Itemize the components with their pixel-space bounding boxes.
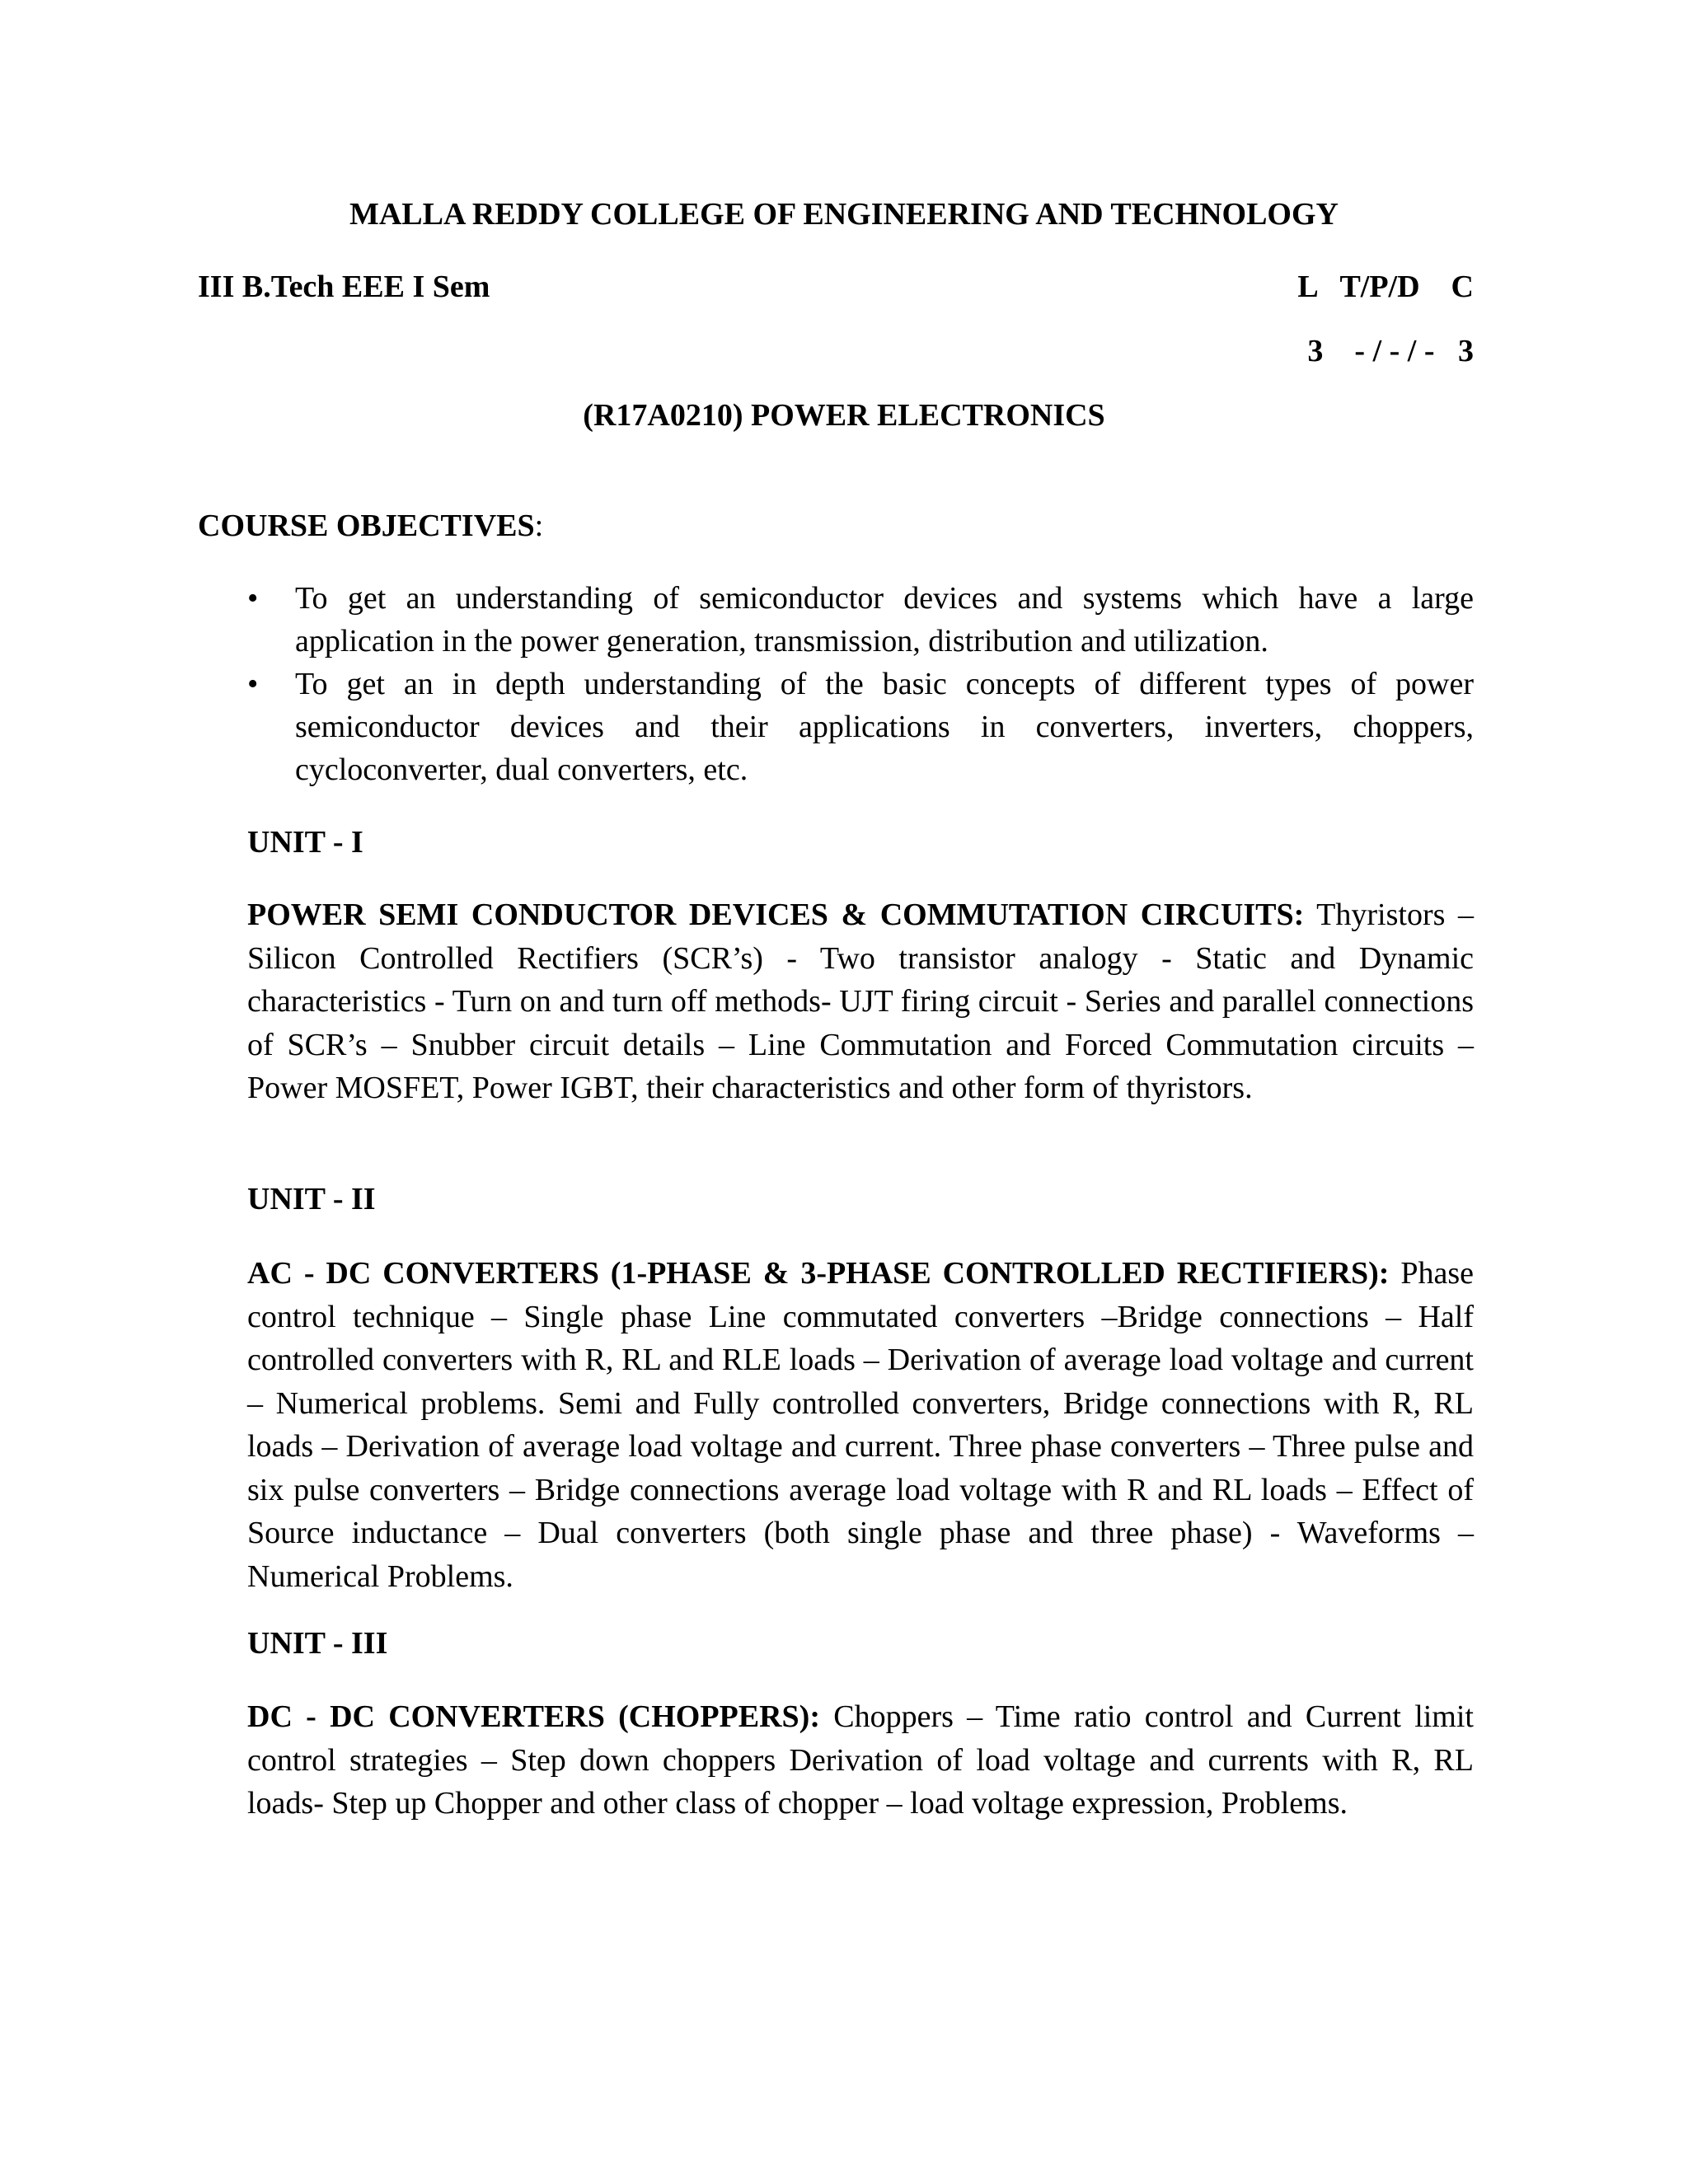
semester-label: III B.Tech EEE I Sem (198, 269, 490, 304)
bullet-icon: • (247, 581, 259, 616)
unit-2-text: Phase control technique – Single phase Line commutated converters –Bridge connections – Half controlled converters with R, RL and RLE loads – Derivation of average load voltage and current – Numerical problems. Semi and Fully controlled converters, Bridge connections with R, RL loads – Derivation of average load voltage and current. Three phase converters – Three pulse and six pulse converters – Bridge connections average load voltage with R and RL loads – Effect of Source inductance – Dual converters (both single phase and three phase) - Waveforms –Numerical Problems. (247, 1256, 1474, 1594)
unit-1-title: POWER SEMI CONDUCTOR DEVICES & COMMUTATION CIRCUITS: (247, 898, 1305, 932)
college-name: MALLA REDDY COLLEGE OF ENGINEERING AND TECHNOLOGY (349, 197, 1339, 232)
list-item (198, 577, 1474, 663)
unit-1-text: Thyristors – Silicon Controlled Rectifiers (SCR’s) - Two transistor analogy - Static and Dynamic characteristics - Turn on and turn off methods- UJT firing circuit - Series and parallel connections of SCR’s – Snubber circuit details – Line Commutation and Forced Commutation circuits – Power MOSFET, Power IGBT, their characteristics and other form of thyristors. (247, 898, 1474, 1105)
list-item (198, 663, 1474, 791)
unit-3-content (247, 1695, 1474, 1825)
ltpc-values: 3 - / - / - 3 (1307, 334, 1474, 368)
unit-2-heading: UNIT - II (247, 1182, 376, 1216)
objectives-list (198, 577, 1474, 791)
unit-1-heading: UNIT - I (247, 825, 363, 860)
unit-3-heading: UNIT - III (247, 1626, 388, 1661)
objective-text: To get an in depth understanding of the basic concepts of different types of power semiconductor devices and their applications in converters, inverters, choppers, cycloconverter, dual converters, etc. (295, 667, 1474, 787)
unit-2-title: AC - DC CONVERTERS (1-PHASE & 3-PHASE CONTROLLED RECTIFIERS): (247, 1256, 1390, 1291)
unit-1-content (247, 893, 1474, 1110)
unit-3-text: Choppers – Time ratio control and Current limit control strategies – Step down choppers Derivation of load voltage and currents with R, RL loads- Step up Chopper and other class of chopper – load voltage expression, Problems. (247, 1699, 1474, 1821)
course-objectives-heading (198, 508, 543, 544)
unit-2-content (247, 1252, 1474, 1598)
ltpc-labels: L T/P/D C (1297, 269, 1474, 304)
unit-3-title: DC - DC CONVERTERS (CHOPPERS): (247, 1699, 820, 1734)
course-objectives-colon: : (534, 509, 544, 543)
subject-title: (R17A0210) POWER ELECTRONICS (583, 398, 1105, 433)
objective-text: To get an understanding of semiconductor devices and systems which have a large application in the power generation, transmission, distribution and utilization. (295, 581, 1474, 658)
course-objectives-label: COURSE OBJECTIVES (198, 509, 535, 543)
bullet-icon: • (247, 667, 259, 701)
